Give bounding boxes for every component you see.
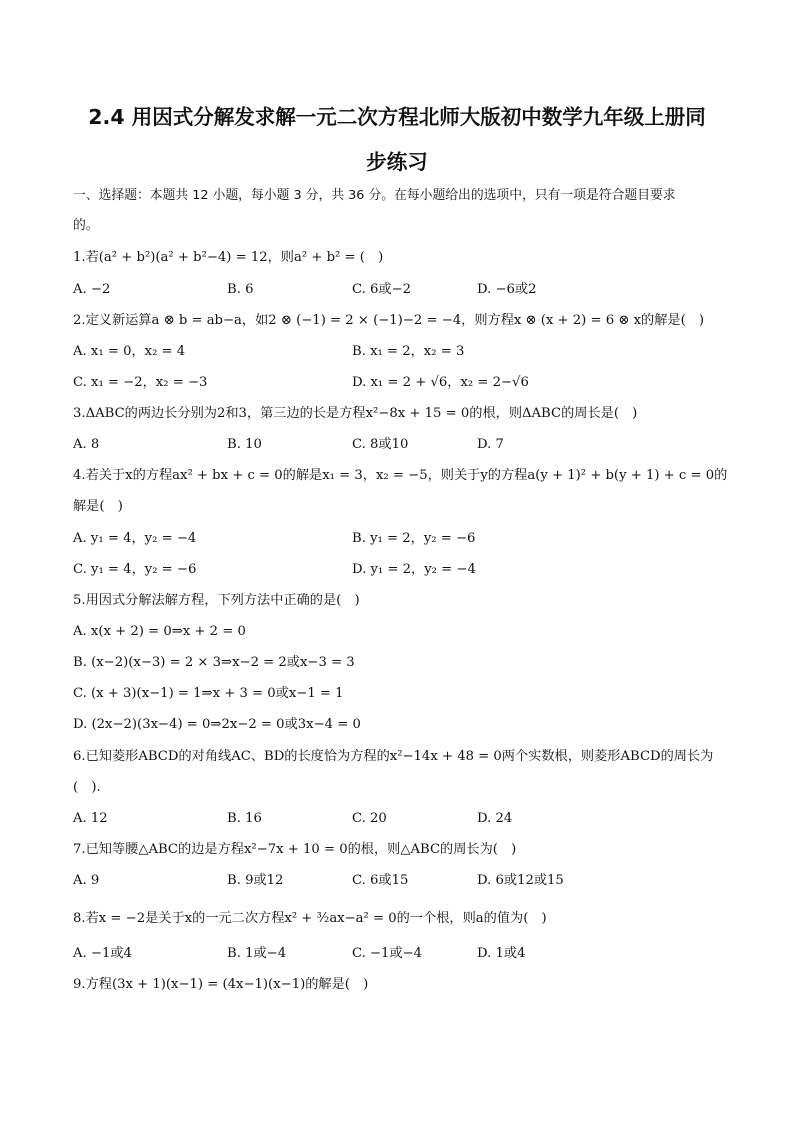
question-3-option-b: B. 10 xyxy=(227,437,262,452)
question-4-option-d: D. y₁ = 2，y₂ = −4 xyxy=(352,562,476,577)
question-6-stem-line-1: 6.已知菱形ABCD的对角线AC、BD的长度恰为方程的x²−14x + 48 = 0两个实数根，则菱形ABCD的周长为 xyxy=(73,749,714,764)
question-8-option-a: A. −1或4 xyxy=(73,946,132,961)
question-8-option-d: D. 1或4 xyxy=(477,946,526,961)
question-3-stem: 3.ΔABC的两边长分别为2和3，第三边的长是方程x²−8x + 15 = 0的根，则ΔABC的周长是( ) xyxy=(73,406,638,421)
question-3-option-d: D. 7 xyxy=(477,437,504,452)
question-3-option-c: C. 8或10 xyxy=(352,437,409,452)
question-8-stem: 8.若x = −2是关于x的一元二次方程x² + ³⁄₂ax−a² = 0的一个根，则a的值为( ) xyxy=(73,911,547,926)
question-4-stem-line-2: 解是( ) xyxy=(73,499,123,514)
question-2-option-a: A. x₁ = 0，x₂ = 4 xyxy=(73,344,186,359)
question-8-option-c: C. −1或−4 xyxy=(352,946,423,961)
question-8-option-b: B. 1或−4 xyxy=(227,946,287,961)
question-1-option-c: C. 6或−2 xyxy=(352,282,412,297)
question-5-option-b: B. (x−2)(x−3) = 2 × 3⇒x−2 = 2或x−3 = 3 xyxy=(73,655,355,670)
question-5-stem: 5.用因式分解法解方程，下列方法中正确的是( ) xyxy=(73,593,360,608)
question-6-option-a: A. 12 xyxy=(73,811,108,826)
worksheet-title-line-2: 步练习 xyxy=(366,150,428,174)
question-4-option-a: A. y₁ = 4，y₂ = −4 xyxy=(73,531,197,546)
question-5-option-d: D. (2x−2)(3x−4) = 0⇒2x−2 = 0或3x−4 = 0 xyxy=(73,717,361,732)
question-1-stem: 1.若(a² + b²)(a² + b²−4) = 12，则a² + b² = ( ) xyxy=(73,250,384,265)
question-4-stem-line-1: 4.若关于x的方程ax² + bx + c = 0的解是x₁ = 3，x₂ = −5，则关于y的方程a(y + 1)² + b(y + 1) + c = 0的 xyxy=(73,468,728,483)
worksheet-title-line-1: 2.4 用因式分解发求解一元二次方程北师大版初中数学九年级上册同 xyxy=(88,105,706,129)
question-6-option-d: D. 24 xyxy=(477,811,513,826)
question-4-option-c: C. y₁ = 4，y₂ = −6 xyxy=(73,562,197,577)
question-6-option-c: C. 20 xyxy=(352,811,387,826)
question-7-option-a: A. 9 xyxy=(73,873,100,888)
question-2-option-c: C. x₁ = −2，x₂ = −3 xyxy=(73,375,208,390)
section-heading-line-1: 一、选择题：本题共 12 小题，每小题 3 分，共 36 分。在每小题给出的选项中，只有一项是符合题目要求 xyxy=(73,188,676,203)
question-6-stem-line-2: ( ). xyxy=(73,780,101,795)
question-7-option-d: D. 6或12或15 xyxy=(477,873,564,888)
question-5-option-a: A. x(x + 2) = 0⇒x + 2 = 0 xyxy=(73,624,246,639)
question-7-option-b: B. 9或12 xyxy=(227,873,284,888)
question-7-stem: 7.已知等腰△ABC的边是方程x²−7x + 10 = 0的根，则△ABC的周长为( ) xyxy=(73,842,517,857)
question-1-option-b: B. 6 xyxy=(227,282,254,297)
question-6-option-b: B. 16 xyxy=(227,811,262,826)
question-3-option-a: A. 8 xyxy=(73,437,100,452)
question-2-option-d: D. x₁ = 2 + √6，x₂ = 2−√6 xyxy=(352,375,529,390)
question-4-option-b: B. y₁ = 2，y₂ = −6 xyxy=(352,531,476,546)
question-1-option-d: D. −6或2 xyxy=(477,282,537,297)
question-5-option-c: C. (x + 3)(x−1) = 1⇒x + 3 = 0或x−1 = 1 xyxy=(73,686,344,701)
question-2-stem: 2.定义新运算a ⊗ b = ab−a，如2 ⊗ (−1) = 2 × (−1)−2 = −4，则方程x ⊗ (x + 2) = 6 ⊗ x的解是( ) xyxy=(73,313,705,328)
section-heading-line-2: 的。 xyxy=(73,218,99,233)
question-9-stem: 9.方程(3x + 1)(x−1) = (4x−1)(x−1)的解是( ) xyxy=(73,977,369,992)
question-7-option-c: C. 6或15 xyxy=(352,873,409,888)
question-1-option-a: A. −2 xyxy=(73,282,111,297)
question-2-option-b: B. x₁ = 2，x₂ = 3 xyxy=(352,344,465,359)
